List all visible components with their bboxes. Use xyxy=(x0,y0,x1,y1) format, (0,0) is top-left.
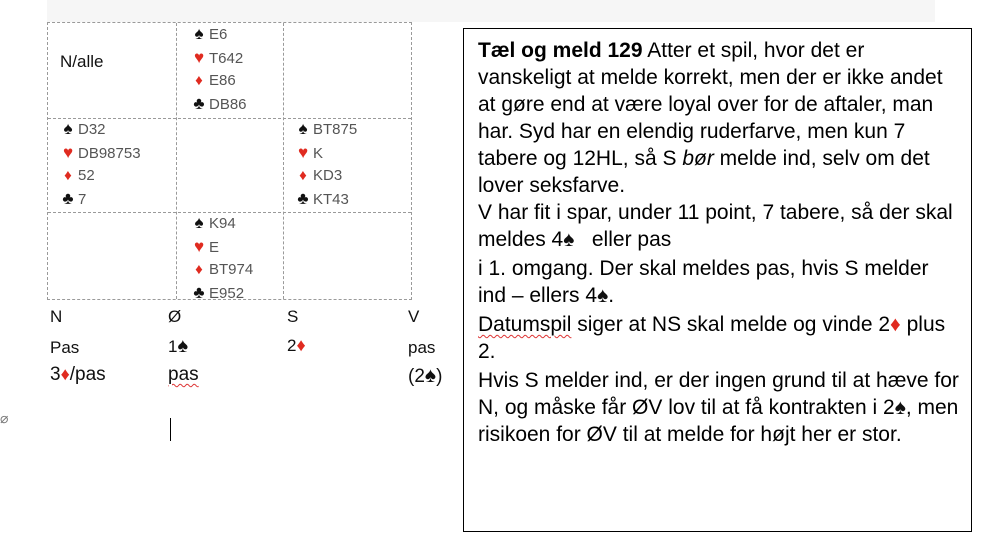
spade-icon: ♠ xyxy=(177,335,189,357)
club-icon: ♣ xyxy=(193,93,205,113)
bid-level: 1 xyxy=(168,337,178,356)
club-icon: ♣ xyxy=(62,188,74,208)
east-hand xyxy=(293,118,357,211)
east-hearts: K xyxy=(313,144,324,162)
paragraph-west xyxy=(478,199,959,253)
article-text: eller pas xyxy=(574,228,672,251)
spade-icon: ♠ xyxy=(563,228,575,251)
spade-icon: ♠ xyxy=(63,119,73,138)
article-text: plus 2. xyxy=(478,313,946,363)
bid-south-1 xyxy=(287,335,306,356)
article-text: Atter et spil, hvor det er vanskeligt at melde korrekt, men der er ikke andet at gøre end at være loyal over for de aftaler, man har. Syd har en elendig ruderfarve, men kun 7 tabere og 12HL, så S xyxy=(478,39,943,170)
article-title: Tæl og meld 129 xyxy=(478,39,643,62)
club-icon: ♣ xyxy=(297,188,309,208)
article-text: melde ind, selv om det lover seksfarve. xyxy=(478,147,930,197)
bid-level: 2 xyxy=(287,336,297,355)
bid-rest: /pas xyxy=(69,364,106,385)
diamond-icon: ♦ xyxy=(296,335,306,355)
bidding-header-west: V xyxy=(408,307,420,326)
paragraph-round xyxy=(478,255,959,309)
west-clubs: 7 xyxy=(78,190,87,208)
paragraph-datum xyxy=(478,311,959,365)
north-clubs: DB86 xyxy=(209,95,247,113)
bid-west-1: pas xyxy=(408,338,436,357)
bid-north-1: Pas xyxy=(50,338,80,357)
heart-icon: ♥ xyxy=(62,142,74,162)
paragraph-intro xyxy=(478,37,959,199)
spade-icon: ♠ xyxy=(894,396,906,419)
bid-level: 3 xyxy=(50,364,61,385)
west-hand xyxy=(58,118,141,211)
south-clubs: E952 xyxy=(209,284,245,302)
spell-flagged-word: Datumspil xyxy=(478,313,572,336)
article-text: i 1. omgang. Der skal meldes pas, hvis S melder ind – ellers 4 xyxy=(478,257,929,307)
diamond-icon: ♦ xyxy=(890,313,901,336)
bid-north-2 xyxy=(50,364,106,386)
bidding-header-north: N xyxy=(50,307,63,326)
north-hearts: T642 xyxy=(209,49,244,67)
grid-divider xyxy=(283,23,284,299)
article-text: V har fit i spar, under 11 point, 7 tabere, så der skal meldes 4 xyxy=(478,201,953,251)
club-icon: ♣ xyxy=(193,282,205,302)
west-spades: D32 xyxy=(78,121,106,138)
article-text: . xyxy=(608,284,615,307)
diamond-icon: ♦ xyxy=(195,72,203,89)
article-text: , men risikoen for ØV til at melde for højt her er stor. xyxy=(478,396,959,446)
bid-close: ) xyxy=(436,366,443,387)
spade-icon: ♠ xyxy=(424,364,437,387)
diamond-icon: ♦ xyxy=(299,167,307,184)
north-diamonds: E86 xyxy=(209,72,236,89)
south-hand xyxy=(189,212,253,305)
east-clubs: KT43 xyxy=(313,190,349,208)
spade-icon: ♠ xyxy=(194,213,204,232)
grid-divider xyxy=(176,23,177,299)
bid-east-1 xyxy=(168,335,188,358)
north-spades: E6 xyxy=(209,26,228,43)
article-textbox[interactable] xyxy=(463,28,972,532)
diamond-icon: ♦ xyxy=(195,261,203,278)
dealer-vulnerability: N/alle xyxy=(60,52,104,71)
heart-icon: ♥ xyxy=(193,236,205,256)
bid-open: (2 xyxy=(408,366,425,387)
south-spades: K94 xyxy=(209,215,236,232)
article-text: siger at NS skal melde og vinde 2 xyxy=(571,313,891,336)
south-hearts: E xyxy=(209,238,220,256)
bid-east-2: pas xyxy=(168,364,199,385)
west-hearts: DB98753 xyxy=(78,144,141,162)
article-text: Hvis S melder ind, er der ingen grund til at hæve for N, og måske får ØV lov til at få kontrakten i 2 xyxy=(478,369,959,419)
spade-icon: ♠ xyxy=(597,284,609,307)
deal-diagram xyxy=(47,22,412,300)
bidding-header-south: S xyxy=(287,307,299,326)
north-hand xyxy=(189,23,247,116)
bid-west-2 xyxy=(408,364,442,388)
east-diamonds: KD3 xyxy=(313,167,343,184)
top-band xyxy=(47,0,935,22)
south-diamonds: BT974 xyxy=(209,261,254,278)
heart-icon: ♥ xyxy=(193,47,205,67)
spade-icon: ♠ xyxy=(298,119,308,138)
article-emphasis: bør xyxy=(682,147,714,170)
east-spades: BT875 xyxy=(313,121,358,138)
paragraph-conclusion xyxy=(478,367,959,448)
spade-icon: ♠ xyxy=(194,24,204,43)
bidding-header-east: Ø xyxy=(168,307,182,326)
diamond-icon: ♦ xyxy=(60,364,70,384)
text-cursor xyxy=(170,418,171,441)
diamond-icon: ♦ xyxy=(64,167,72,184)
west-diamonds: 52 xyxy=(78,167,95,184)
paperclip-icon: ⌀ xyxy=(0,410,9,426)
heart-icon: ♥ xyxy=(297,142,309,162)
